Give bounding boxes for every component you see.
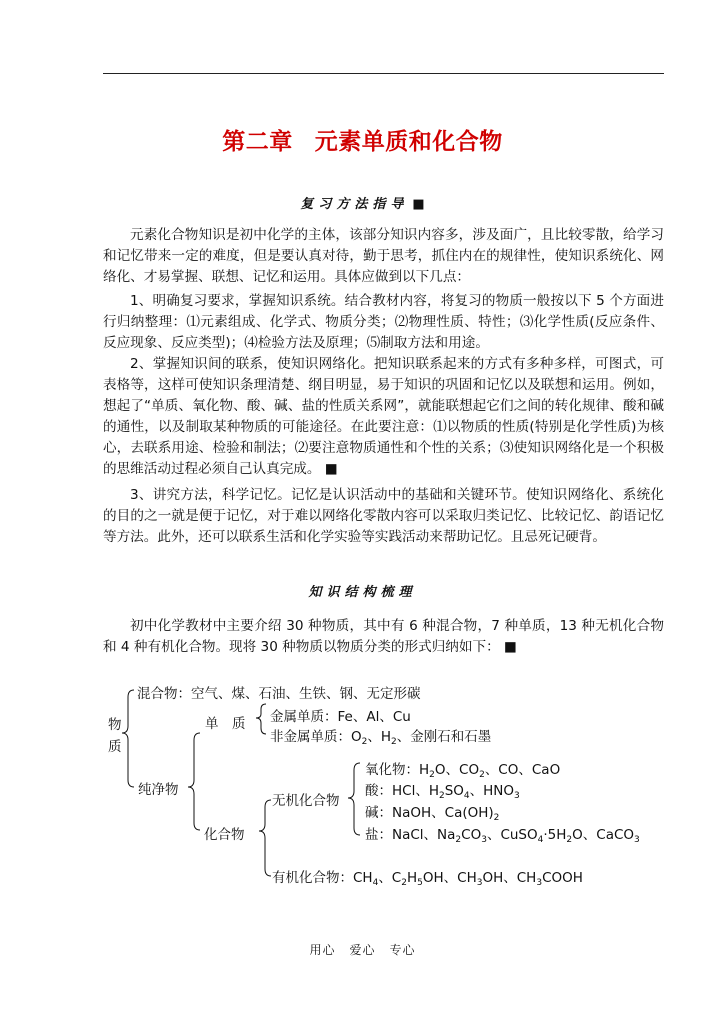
compound-label: 化合物 (204, 827, 245, 843)
mixture-line: 混合物：空气、煤、石油、生铁、钢、无定形碳 (137, 686, 421, 702)
pure-label: 纯净物 (138, 782, 179, 798)
page-footer: 用心 爱心 专心 (309, 943, 416, 957)
review-heading: 复习方法指导 ■ (300, 197, 425, 212)
base-line: 碱：NaOH、$Ca(OH)_2$ (365, 805, 500, 823)
acid-line: 酸：HCl、$H_2SO_4$、$HNO_3$ (365, 783, 520, 801)
structure-heading: 知识结构梳理 (308, 585, 417, 600)
nonmetal-line: 非金属单质：$O_2$、$H_2$、金刚石和石墨 (270, 729, 492, 747)
chapter-name: 元素单质和化合物 (314, 128, 503, 155)
end-mark: ■ (324, 461, 338, 478)
organic-line: 有机化合物：$CH_4$、$C_2H_5OH$、$CH_3OH$、$CH_3COOH$ (272, 870, 583, 888)
inorganic-label: 无机化合物 (272, 793, 340, 809)
chapter-number: 第二章 (222, 128, 293, 155)
point-3-paragraph: 3、讲究方法，科学记忆。记忆是认识活动中的基础和关键环节。使知识网络化、系统化的目的之一就是便于记忆，对于难以网络化零散内容可以采取归类记忆、比较记忆、韵语记忆等方法。此外，还可以联系生活和化学实验等实践活动来帮助记忆。且忌死记硬背。 (103, 487, 664, 546)
point-2-paragraph: 2、掌握知识间的联系，使知识网络化。把知识联系起来的方式有多种多样，可图式，可表格等，这样可使知识条理清楚、纲目明显，易于知识的巩固和记忆以及联想和运用。例如，想起了“单质、氧化物、酸、碱、盐的性质关系网”，就能联想起它们之间的转化规律、酸和碱的通性，以及制取某种物质的可能途径。在此要注意：⑴以物质的性质(特别是化学性质)为核心，去联系用途、检验和制法；⑵要注意物质通性和个性的关系；⑶使知识网络化是一个积极的思维活动过程必须自己认真完成。 ■ (103, 356, 664, 478)
brace-compound (259, 800, 271, 876)
brace-element (256, 704, 266, 734)
metal-line: 金属单质：Fe、Al、Cu (270, 709, 411, 725)
root-label: 物质 (108, 717, 122, 755)
point-1-paragraph: 1、明确复习要求，掌握知识系统。结合教材内容，将复习的物质一般按以下 5 个方面进行归纳整理：⑴元素组成、化学式、物质分类；⑵物理性质、特性；⑶化学性质(反应条件、反应现象、反应类型)；⑷检验方法及原理；⑸制取方法和用途。 (103, 293, 664, 352)
end-mark: ■ (412, 197, 425, 212)
element-label: 单 质 (205, 716, 246, 732)
brace-inorganic (348, 763, 360, 835)
intro-paragraph: 元素化合物知识是初中化学的主体，该部分知识内容多，涉及面广，且比较零散，给学习和记忆带来一定的难度，但是要认真对待，勤于思考，抓住内在的规律性，使知识系统化、网络化、才易掌握、联想、记忆和运用。具体应做到以下几点： (103, 227, 664, 286)
structure-intro-paragraph: 初中化学教材中主要介绍 30 种物质，其中有 6 种混合物，7 种单质，13 种无机化合物和 4 种有机化合物。现将 30 种物质以物质分类的形式归纳如下： ■ (103, 618, 664, 656)
oxide-line: 氧化物：$H_2O$、$CO_2$、CO、CaO (365, 762, 561, 780)
salt-line: 盐：NaCl、$Na_2CO_3$、$CuSO_4\cdot 5H_2O$、CaCO$_3$ (365, 827, 640, 845)
end-mark: ■ (504, 639, 517, 656)
brace-pure (188, 733, 200, 830)
